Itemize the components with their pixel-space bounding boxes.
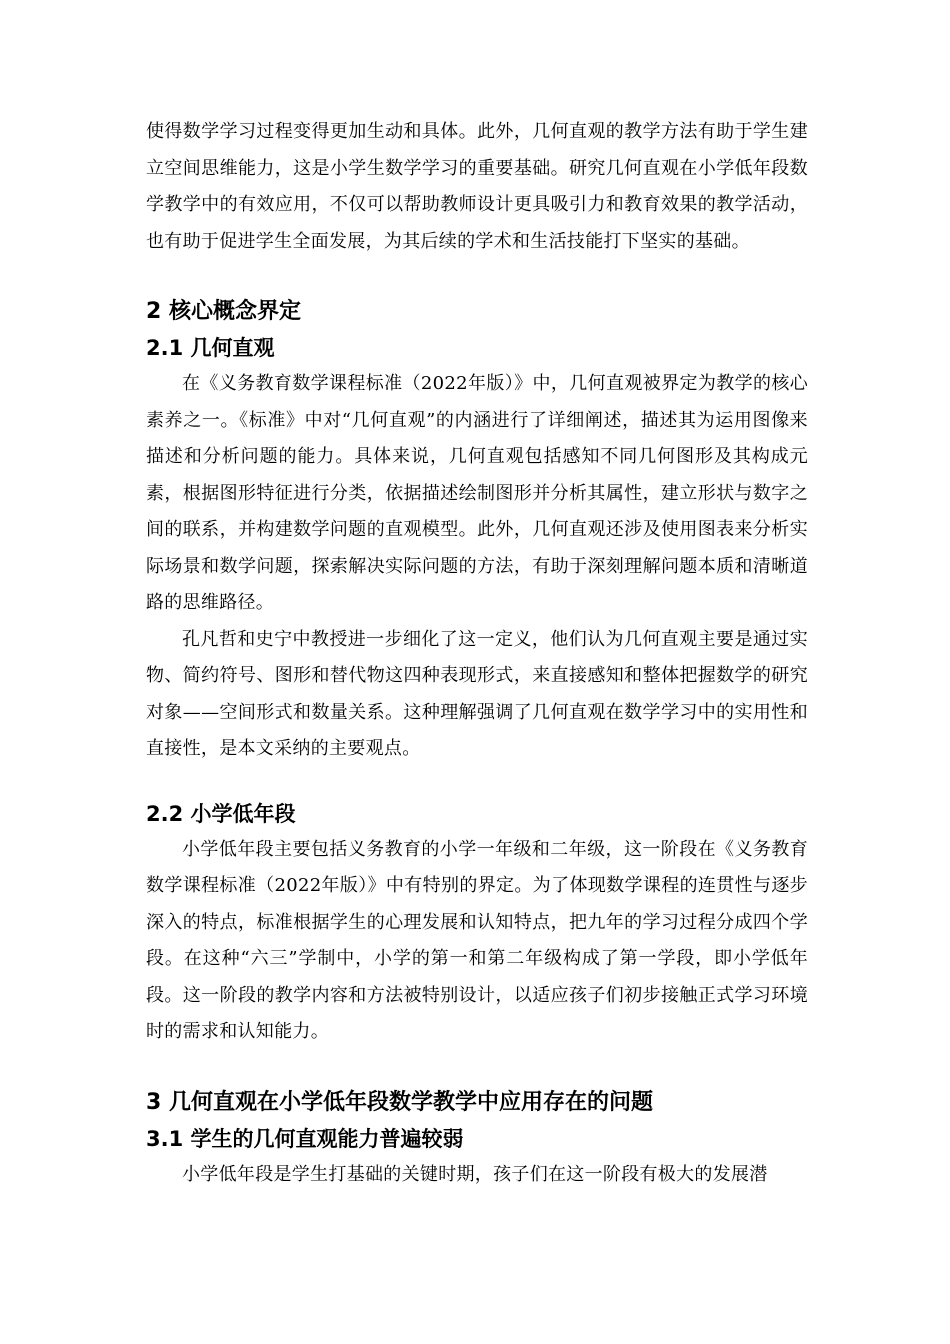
section-3-heading: 3 几何直观在小学低年段数学教学中应用存在的问题 bbox=[146, 1089, 653, 1115]
section-2-1-heading: 2.1 几何直观 bbox=[146, 336, 275, 360]
section-3-1-heading: 3.1 学生的几何直观能力普遍较弱 bbox=[146, 1126, 464, 1151]
section-2-2-paragraph-1: 小学低年段主要包括义务教育的小学一年级和二年级，这一阶段在《义务教育数学课程标准（2022年版）》中有特别的界定。为了体现数学课程的连贯性与逐步深入的特点，标准根据学生的心理发展和认知特点，把九年的学习过程分成四个学段。在这种“六三”学制中，小学的第一和第二年级构成了第一学段，即小学低年段。这一阶段的教学内容和方法被特别设计，以适应孩子们初步接触正式学习环境时的需求和认知能力。 bbox=[146, 838, 808, 1042]
document-page bbox=[146, 114, 808, 1193]
intro-paragraph: 使得数学学习过程变得更加生动和具体。此外，几何直观的教学方法有助于学生建立空间思维能力，这是小学生数学学习的重要基础。研究几何直观在小学低年段数学教学中的有效应用，不仅可以帮助教师设计更具吸引力和教育效果的教学活动，也有助于促进学生全面发展，为其后续的学术和生活技能打下坚实的基础。 bbox=[146, 121, 808, 252]
section-spacer bbox=[146, 768, 808, 796]
section-2-1-paragraph-2: 孔凡哲和史宁中教授进一步细化了这一定义，他们认为几何直观主要是通过实物、简约符号、图形和替代物这四种表现形式，来直接感知和整体把握数学的研究对象——空间形式和数量关系。这种理解强调了几何直观在数学学习中的实用性和直接性，是本文采纳的主要观点。 bbox=[146, 628, 808, 759]
section-spacer bbox=[146, 260, 808, 294]
section-2-2-heading: 2.2 小学低年段 bbox=[146, 801, 296, 826]
section-spacer bbox=[146, 1051, 808, 1085]
section-2-heading: 2 核心概念界定 bbox=[146, 299, 301, 324]
section-2-1-paragraph-1: 在《义务教育数学课程标准（2022年版）》中，几何直观被界定为教学的核心素养之一。《标准》中对“几何直观”的内涵进行了详细阐述，描述其为运用图像来描述和分析问题的能力。具体来说，几何直观包括感知不同几何图形及其构成元素，根据图形特征进行分类，依据描述绘制图形并分析其属性，建立形状与数字之间的联系，并构建数学问题的直观模型。此外，几何直观还涉及使用图表来分析实际场景和数学问题，探索解决实际问题的方法，有助于深刻理解问题本质和清晰道路的思维路径。 bbox=[146, 373, 808, 613]
section-3-1-paragraph-1: 小学低年段是学生打基础的关键时期，孩子们在这一阶段有极大的发展潜 bbox=[182, 1163, 768, 1185]
